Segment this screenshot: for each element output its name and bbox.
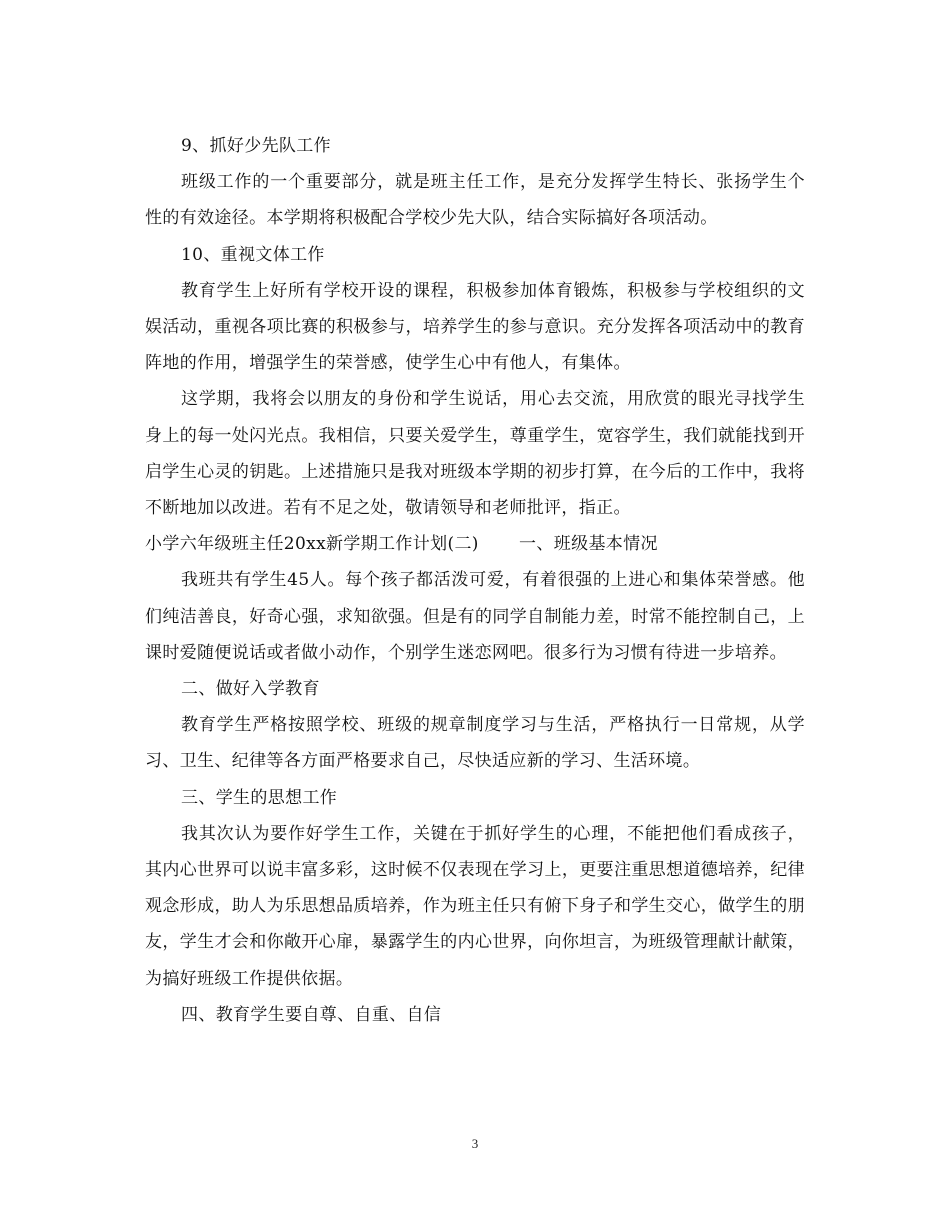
body-paragraph: 教育学生上好所有学校开设的课程，积极参加体育锻炼，积极参与学校组织的文娱活动，重视各项比赛的积极参与，培养学生的参与意识。充分发挥各项活动中的教育阵地的作用，增强学生的荣誉感，使学生心中有他人，有集体。 (145, 280, 805, 374)
body-paragraph: 这学期，我将会以朋友的身份和学生说话，用心去交流，用欣赏的眼光寻找学生身上的每一处闪光点。我相信，只要关爱学生，尊重学生，宽容学生，我们就能找到开启学生心灵的钥匙。上述措施只是我对班级本学期的初步打算，在今后的工作中，我将不断地加以改进。若有不足之处，敬请领导和老师批评，指正。 (145, 389, 805, 519)
page-number: 3 (471, 1136, 479, 1151)
section-heading-enrollment-education: 二、做好入学教育 (181, 679, 320, 700)
document-subtitle: 小学六年级班主任20xx新学期工作计划(二) 一、班级基本情况 (145, 534, 658, 555)
section-heading-sports-culture: 10、重视文体工作 (181, 244, 325, 265)
section-heading-young-pioneers: 9、抓好少先队工作 (181, 136, 331, 156)
section-heading-self-respect: 四、教育学生要自尊、自重、自信 (181, 1004, 442, 1025)
body-paragraph: 我其次认为要作好学生工作，关键在于抓好学生的心理，不能把他们看成孩子，其内心世界可以说丰富多彩，这时候不仅表现在学习上，更要注重思想道德培养，纪律观念形成，助人为乐思想品质培养，作为班主任只有俯下身子和学生交心，做学生的朋友，学生才会和你敞开心扉，暴露学生的内心世界，向你坦言，为班级管理献计献策，为搞好班级工作提供依据。 (145, 823, 805, 989)
document-body (145, 128, 805, 1033)
body-paragraph: 教育学生严格按照学校、班级的规章制度学习与生活，严格执行一日常规，从学习、卫生、纪律等各方面严格要求自己，尽快适应新的学习、生活环境。 (145, 715, 805, 772)
section-heading-student-thought-work: 三、学生的思想工作 (181, 787, 338, 808)
body-paragraph: 我班共有学生45人。每个孩子都活泼可爱，有着很强的上进心和集体荣誉感。他们纯洁善良，好奇心强，求知欲强。但是有的同学自制能力差，时常不能控制自己，上课时爱随便说话或者做小动作，个别学生迷恋网吧。很多行为习惯有待进一步培养。 (145, 570, 805, 663)
body-paragraph: 班级工作的一个重要部分，就是班主任工作，是充分发挥学生特长、张扬学生个性的有效途径。本学期将积极配合学校少先大队，结合实际搞好各项活动。 (145, 172, 805, 229)
